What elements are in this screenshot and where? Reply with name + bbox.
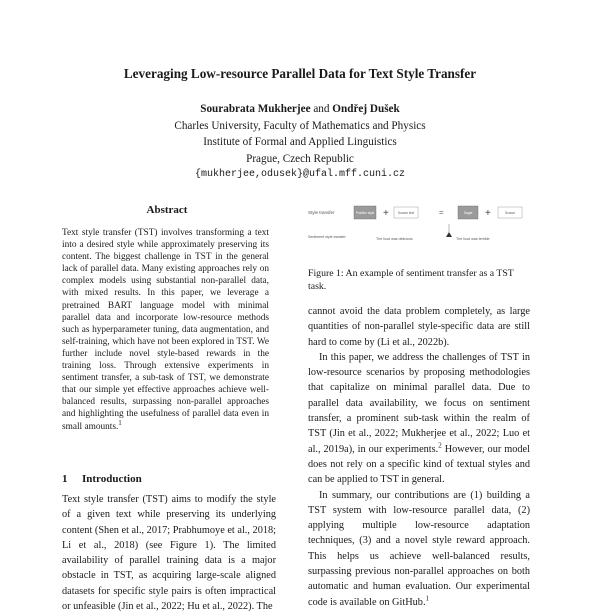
- author-conjunction: and: [313, 103, 330, 115]
- figure-box1-label: Positive style: [355, 211, 375, 215]
- author-email: {mukherjee,odusek}@ufal.mff.cuni.cz: [194, 169, 406, 180]
- figure-row-label: Style transfer: [308, 210, 335, 215]
- figure-sub3: The food was terrible: [456, 237, 490, 241]
- right-column-text: [308, 304, 530, 610]
- abstract-footnote-mark: 1: [118, 418, 122, 427]
- affiliation-line-1: Charles University, Faculty of Mathematics and Physics: [174, 119, 426, 132]
- figure-1-diagram: [306, 202, 532, 260]
- affiliation-line-2: Institute of Formal and Applied Linguistics: [203, 136, 397, 148]
- figure-1-caption: Figure 1: An example of sentiment transfer as a TST task.: [308, 268, 514, 292]
- paragraph-contributions: In summary, our contributions are (1) building a TST system with low-resource parallel data, (2) applying multiple low-resource adaptation techniques, (3) and a novel style reward approach. This helps us achieve well-balanced results, surpassing previous non-parallel approaches on both automatic and human evaluation. Our experimental code is available on GitHub.$^1$: [308, 489, 530, 608]
- figure-box4-label: Source: [504, 211, 516, 215]
- equals-icon: =: [439, 208, 444, 217]
- abstract-text: Text style transfer (TST) involves transforming a text into a desired style while approximately preserving its content. The biggest challenge in TST in the general lack of parallel data. Many existing approaches rely on complex models using substantial non-parallel data, with mixed results. In this paper, we leverage a pretrained BART language model with minimal parallel data and incorporate low-resource methods such as hyperparameter tuning, data augmentation, and self-training, which have not been explored in TST. We further include novel style-based rewards in the training loss. Through extensive experiments in sentiment transfer, a sub-task of TST, we demonstrate that our simple yet effective approaches achieve well-balanced results, surpassing non-parallel approaches and highlighting the usefulness of parallel data even in small amounts.$^1$: [62, 228, 269, 432]
- figure-box3-label: Target: [463, 211, 473, 215]
- introduction-text: Text style transfer (TST) aims to modify the style of a given text while preserving its underlying content (Shen et al., 2017; Prabhumoye et al., 2018; Li et al., 2018) (see Figure 1). The limited availability of parallel training data is a major obstacle in TST, as acquiring large-scale aligned datasets for specific style pairs is often impractical or unfeasible (Jin et al., 2022; Hu et al., 2022). The: [62, 494, 276, 613]
- plus-icon: +: [383, 208, 389, 219]
- section-title: Introduction: [82, 473, 142, 485]
- footnote-mark-2: 2: [438, 441, 442, 450]
- figure-sub1: Sentiment style transfer: [308, 235, 346, 239]
- paragraph-continued: cannot avoid the data problem completely, as large quantities of non-parallel style-specific data are still hard to come by (Li et al., 2022b).: [308, 306, 530, 348]
- affiliation-line-3: Prague, Czech Republic: [246, 152, 354, 165]
- figure-sub2: The food was delicious: [376, 237, 413, 241]
- plus-icon: +: [485, 208, 491, 219]
- figure-box2-label: Source text: [397, 211, 415, 215]
- footnote-mark-1: 1: [425, 594, 430, 603]
- author-line: [0, 101, 600, 118]
- section-number: 1: [62, 473, 68, 485]
- paragraph-approach: In this paper, we address the challenges of TST in low-resource scenarios by proposing methodologies that capitalize on minimal parallel data. Due to parallel data availability, we focus on sentiment transfer, a prominent sub-task within the realm of TST (Jin et al., 2022; Mukherjee et al., 2022; Luo et al., 2019a), in our experiments.$^2$ However, our model does not rely on a specific kind of textual styles and can be applied to TST in general.: [308, 351, 530, 486]
- author-block: [0, 101, 600, 184]
- author-1: Sourabrata Mukherjee: [200, 103, 311, 115]
- section-heading-introduction: [62, 473, 142, 485]
- author-2: Ondřej Dušek: [332, 103, 400, 115]
- paper-title: Leveraging Low-resource Parallel Data for Text Style Transfer: [123, 66, 477, 81]
- arrow-icon: [446, 232, 452, 237]
- abstract-heading: Abstract: [146, 204, 188, 216]
